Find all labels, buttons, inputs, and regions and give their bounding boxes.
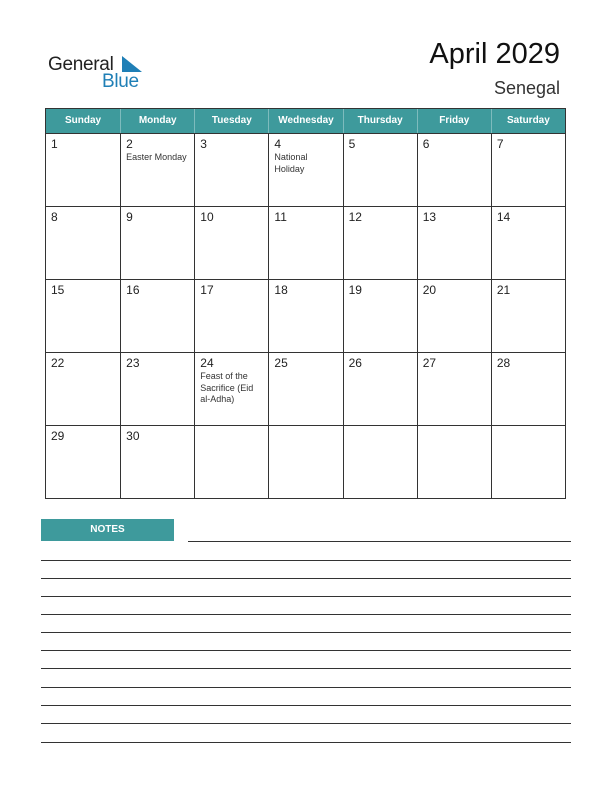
- notes-line: [41, 632, 571, 633]
- notes-line: [41, 687, 571, 688]
- day-cell: [491, 206, 565, 279]
- day-cell: [194, 352, 268, 425]
- day-cell: [46, 425, 120, 498]
- day-cell: [491, 279, 565, 352]
- logo-word-blue: Blue: [102, 71, 139, 92]
- day-number: 9: [126, 210, 133, 224]
- day-cell: [120, 425, 194, 498]
- day-cell: [120, 279, 194, 352]
- calendar-days: [46, 133, 565, 498]
- day-cell: [120, 133, 194, 206]
- day-number: 19: [348, 283, 362, 297]
- day-cell: [491, 352, 565, 425]
- day-number: 26: [348, 356, 362, 370]
- day-cell: [194, 133, 268, 206]
- day-cell: [491, 133, 565, 206]
- day-cell: [343, 425, 417, 498]
- day-number: 22: [51, 356, 65, 370]
- day-number: 15: [51, 283, 65, 297]
- day-cell: [417, 352, 491, 425]
- day-number: 20: [422, 283, 437, 297]
- weekday-header-row: [46, 109, 565, 133]
- weekday-friday: Friday: [417, 109, 491, 133]
- day-number: 12: [348, 210, 362, 224]
- day-number: 18: [274, 283, 288, 297]
- day-cell: [268, 133, 342, 206]
- day-number: 27: [422, 356, 437, 370]
- day-cell: [417, 425, 491, 498]
- day-cell: [417, 133, 491, 206]
- day-cell: [46, 133, 120, 206]
- day-number: 21: [496, 283, 511, 297]
- logo-word-general: General: [48, 54, 114, 75]
- day-number: 29: [51, 429, 65, 443]
- weekday-sunday: Sunday: [65, 115, 102, 126]
- notes-line: [41, 742, 571, 743]
- day-cell: [417, 279, 491, 352]
- day-number: 25: [274, 356, 288, 370]
- month-title: April 2029: [429, 38, 560, 70]
- day-number: 28: [496, 356, 511, 370]
- day-number: 10: [200, 210, 214, 224]
- day-cell: [343, 279, 417, 352]
- day-number: 1: [51, 137, 58, 151]
- holiday-label: Easter Monday: [126, 152, 187, 162]
- calendar-grid: [45, 108, 566, 499]
- day-cell: [268, 206, 342, 279]
- day-cell: [343, 133, 417, 206]
- logo-triangle-icon: [122, 56, 142, 72]
- brand-logo: [48, 52, 148, 92]
- notes-label: NOTES: [41, 519, 174, 541]
- notes-line: [41, 596, 571, 597]
- day-number: 23: [126, 356, 140, 370]
- day-number: 16: [126, 283, 140, 297]
- day-cell: [343, 352, 417, 425]
- country-name: Senegal: [493, 78, 560, 98]
- day-number: 6: [422, 137, 430, 151]
- day-cell: [46, 279, 120, 352]
- notes-line: [41, 650, 571, 651]
- day-number: 30: [126, 429, 140, 443]
- day-number: 13: [422, 210, 437, 224]
- weekday-tuesday: Tuesday: [194, 109, 268, 133]
- day-number: 14: [496, 210, 511, 224]
- day-cell: [491, 425, 565, 498]
- day-cell: [120, 352, 194, 425]
- holiday-label: National Holiday: [274, 152, 308, 174]
- day-number: 8: [51, 210, 58, 224]
- notes-line: [41, 578, 571, 579]
- day-number: 11: [274, 210, 287, 224]
- weekday-thursday: Thursday: [343, 109, 417, 133]
- weekday-wednesday: Wednesday: [268, 109, 342, 133]
- day-number: 5: [348, 137, 356, 151]
- notes-line: [41, 723, 571, 724]
- day-cell: [343, 206, 417, 279]
- day-cell: [194, 425, 268, 498]
- day-number: 4: [274, 137, 282, 151]
- day-number: 3: [200, 137, 207, 151]
- day-number: 7: [496, 137, 504, 151]
- notes-line: [41, 614, 571, 615]
- day-cell: [46, 206, 120, 279]
- weekday-saturday: Saturday: [491, 109, 565, 133]
- notes-line: [41, 668, 571, 669]
- day-number: 17: [200, 283, 214, 297]
- day-cell: [417, 206, 491, 279]
- day-cell: [268, 352, 342, 425]
- notes-line: [41, 705, 571, 706]
- day-cell: [194, 206, 268, 279]
- day-cell: [120, 206, 194, 279]
- day-cell: [268, 279, 342, 352]
- notes-line: [188, 541, 571, 542]
- day-number: 2: [126, 137, 133, 151]
- day-cell: [194, 279, 268, 352]
- day-cell: [46, 352, 120, 425]
- notes-line: [41, 560, 571, 561]
- weekday-monday: Monday: [120, 109, 194, 133]
- day-number: 24: [200, 356, 214, 370]
- holiday-label: Feast of the Sacrifice (Eid al-Adha): [200, 371, 254, 404]
- day-cell: [268, 425, 342, 498]
